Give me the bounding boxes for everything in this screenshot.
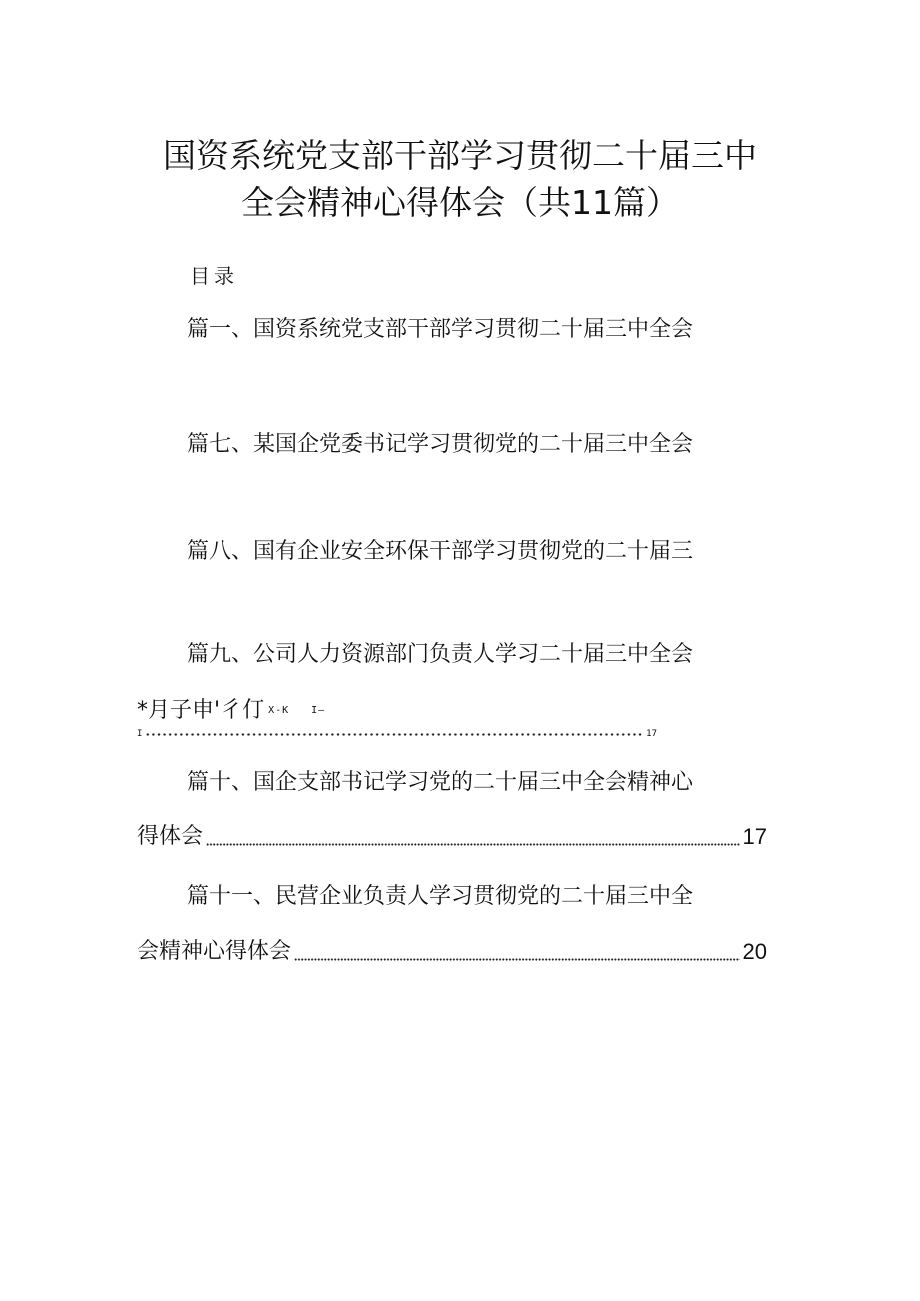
- toc-heading: 目录: [190, 264, 238, 288]
- toc-entry-10[interactable]: 篇十、国企支部书记学习党的二十届三中全会精神心: [187, 770, 694, 795]
- garbled-ocr-line: [137, 696, 325, 726]
- toc-entry-10-continuation: 得体会: [137, 824, 204, 849]
- toc-entry-7[interactable]: 篇七、某国企党委书记学习贯彻党的二十届三中全会: [187, 432, 694, 457]
- toc-entry-8[interactable]: 篇八、国有企业安全环保干部学习贯彻党的二十届三: [187, 539, 694, 564]
- toc-entry-11-continuation: 会精神心得体会: [137, 939, 292, 964]
- document-title-line-1: 国资系统党支部干部学习贯彻二十届三中: [163, 136, 757, 175]
- toc-entry-10-continuation-line[interactable]: [137, 822, 767, 852]
- garbled-ocr-text: *月子申'彳仃: [137, 698, 265, 723]
- document-title-line-2: 全会精神心得体会（共11篇）: [241, 183, 679, 222]
- toc-entry-10-page-number: 17: [742, 824, 767, 849]
- garbled-ocr-small-2: I—: [311, 705, 326, 716]
- garbled-ocr-small-1: X-K: [268, 705, 290, 716]
- garbled-dot-leader-line: [137, 726, 657, 742]
- toc-entry-11-continuation-line[interactable]: [137, 937, 767, 967]
- dot-leader: [294, 953, 740, 961]
- toc-entry-1[interactable]: 篇一、国资系统党支部干部学习贯彻二十届三中全会: [187, 317, 694, 342]
- dot-leader: [206, 838, 740, 846]
- toc-entry-11[interactable]: 篇十一、民营企业负责人学习贯彻党的二十届三中全: [187, 884, 694, 909]
- toc-entry-9[interactable]: 篇九、公司人力资源部门负责人学习二十届三中全会: [187, 642, 694, 667]
- toc-entry-11-page-number: 20: [742, 939, 767, 964]
- dot-leader: [145, 733, 643, 736]
- garbled-dot-leader-page: 17: [646, 729, 657, 739]
- garbled-dot-leader-lead: I: [137, 729, 143, 739]
